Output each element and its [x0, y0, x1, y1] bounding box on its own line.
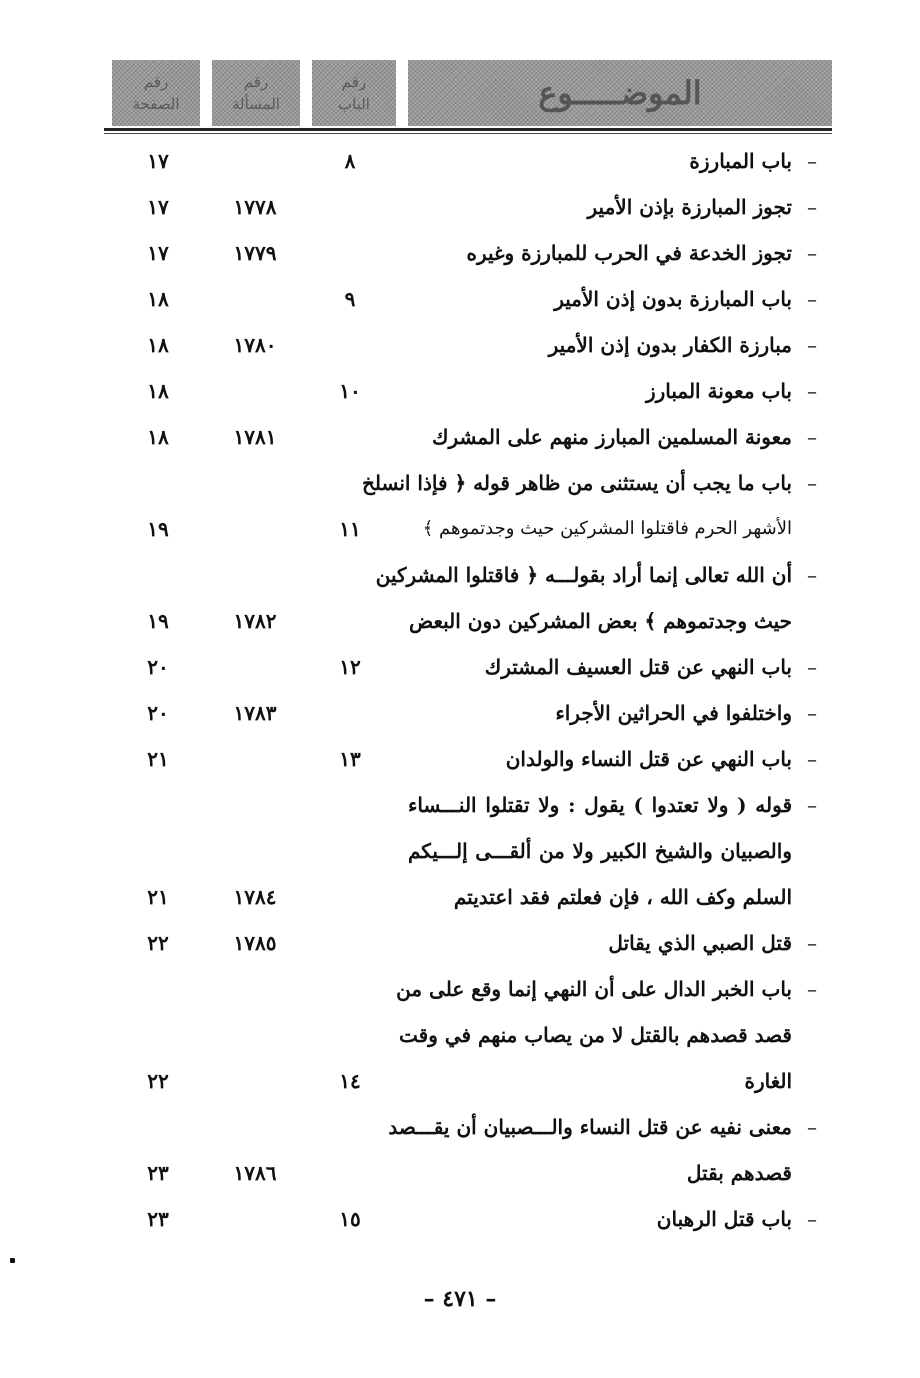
table-row	[0, 324, 920, 370]
header-page-line1: رقم	[143, 73, 169, 91]
header-bab-line2: الباب	[338, 95, 370, 113]
entry-topic: مبارزة الكفار بدون إذن الأمير	[548, 333, 792, 357]
entry-topic: تجوز المبارزة بإذن الأمير	[587, 195, 792, 219]
entry-dash: –	[807, 425, 817, 449]
entry-dash: –	[807, 241, 817, 265]
table-row	[0, 876, 920, 922]
entry-bab-number: ٨	[344, 149, 356, 173]
table-row	[0, 1198, 920, 1244]
entry-page-number: ١٧	[147, 149, 169, 173]
entry-topic: معنى نفيه عن قتل النساء والـــصبيان أن يقـــصد	[388, 1115, 792, 1139]
entry-page-number: ٢١	[147, 747, 169, 771]
table-row	[0, 784, 920, 830]
table-row	[0, 600, 920, 646]
entry-bab-number: ١٠	[339, 379, 361, 403]
entry-page-number: ٢٠	[147, 701, 169, 725]
entry-page-number: ١٨	[147, 287, 169, 311]
header-rule-thick	[104, 128, 832, 131]
entry-topic: واختلفوا في الحراثين الأجراء	[555, 701, 792, 725]
entry-page-number: ١٩	[147, 609, 169, 633]
entry-bab-number: ١٥	[339, 1207, 361, 1231]
entry-topic: الغارة	[744, 1069, 792, 1093]
entry-bab-number: ١١	[339, 517, 361, 541]
entry-masala-number: ١٧٨٤	[233, 885, 277, 909]
table-row	[0, 232, 920, 278]
entry-topic: قصد قصدهم بالقتل لا من يصاب منهم في وقت	[399, 1023, 792, 1047]
entry-topic: تجوز الخدعة في الحرب للمبارزة وغيره	[466, 241, 792, 265]
table-row	[0, 922, 920, 968]
header-page-number	[112, 60, 200, 126]
header-masala-number	[212, 60, 300, 126]
entry-dash: –	[807, 793, 817, 817]
table-row	[0, 554, 920, 600]
entry-topic: باب المبارزة بدون إذن الأمير	[554, 287, 792, 311]
entry-dash: –	[807, 931, 817, 955]
entry-masala-number: ١٧٨٥	[233, 931, 277, 955]
entry-page-number: ١٨	[147, 425, 169, 449]
entry-topic: قوله ( ولا تعتدوا ) يقول : ولا تقتلوا النـــساء	[408, 793, 792, 817]
entry-bab-number: ٩	[344, 287, 356, 311]
entry-dash: –	[807, 701, 817, 725]
entry-dash: –	[807, 747, 817, 771]
table-row	[0, 416, 920, 462]
entry-masala-number: ١٧٨٦	[233, 1161, 277, 1185]
entry-masala-number: ١٧٧٨	[233, 195, 277, 219]
entry-dash: –	[807, 287, 817, 311]
header-page-line2: الصفحة	[132, 95, 180, 113]
table-row	[0, 646, 920, 692]
header-topic	[408, 60, 832, 126]
entry-bab-number: ١٣	[339, 747, 361, 771]
table-row	[0, 508, 920, 554]
entry-topic: باب النهي عن قتل العسيف المشترك	[484, 655, 792, 679]
entry-topic: قصدهم بقتل	[686, 1161, 792, 1185]
entry-topic: والصبيان والشيخ الكبير ولا من ألقـــى إلـــيكم	[408, 839, 792, 863]
entry-topic: باب ما يجب أن يستثنى من ظاهر قوله ﴿ فإذا انسلخ	[361, 471, 792, 495]
entry-page-number: ١٨	[147, 379, 169, 403]
entry-bab-number: ١٤	[339, 1069, 361, 1093]
table-row	[0, 1152, 920, 1198]
table-row	[0, 830, 920, 876]
entry-page-number: ١٧	[147, 241, 169, 265]
entry-topic: حيث وجدتموهم ﴾ بعض المشركين دون البعض	[408, 609, 792, 633]
entry-topic: السلم وكف الله ، فإن فعلتم فقد اعتديتم	[453, 885, 792, 909]
entry-topic: قتل الصبي الذي يقاتل	[608, 931, 792, 955]
entry-dash: –	[807, 149, 817, 173]
entry-page-number: ١٨	[147, 333, 169, 357]
header-bab-line1: رقم	[341, 73, 367, 91]
entry-page-number: ١٩	[147, 517, 169, 541]
table-row	[0, 1106, 920, 1152]
header-masala-line1: رقم	[243, 73, 269, 91]
entry-page-number: ١٧	[147, 195, 169, 219]
entry-dash: –	[807, 471, 817, 495]
entry-topic: باب المبارزة	[689, 149, 792, 173]
entry-page-number: ٢٣	[147, 1161, 169, 1185]
header-rule-thin	[104, 133, 832, 134]
entry-dash: –	[807, 1115, 817, 1139]
entry-topic: باب قتل الرهبان	[656, 1207, 792, 1231]
scan-speck	[10, 1258, 15, 1263]
entry-masala-number: ١٧٨٠	[233, 333, 277, 357]
table-row	[0, 1014, 920, 1060]
table-row	[0, 370, 920, 416]
table-row	[0, 278, 920, 324]
entry-topic: أن الله تعالى إنما أراد بقولـــه ﴿ فاقتلوا المشركين	[375, 563, 792, 587]
entry-masala-number: ١٧٨٢	[233, 609, 277, 633]
entry-dash: –	[807, 379, 817, 403]
header-bab-number	[312, 60, 396, 126]
entry-topic: باب معونة المبارز	[645, 379, 792, 403]
header-masala-line2: المسألة	[232, 95, 280, 113]
entry-dash: –	[807, 195, 817, 219]
entry-masala-number: ١٧٨٣	[233, 701, 277, 725]
page-number: – ٤٧١ –	[423, 1286, 497, 1312]
table-row	[0, 462, 920, 508]
entry-masala-number: ١٧٧٩	[233, 241, 277, 265]
entry-page-number: ٢٣	[147, 1207, 169, 1231]
entry-topic: الأشهر الحرم فاقتلوا المشركين حيث وجدتموهم ﴾	[422, 518, 792, 539]
entry-topic: باب الخبر الدال على أن النهي إنما وقع على من	[396, 977, 792, 1001]
entry-bab-number: ١٢	[339, 655, 361, 679]
entry-dash: –	[807, 1207, 817, 1231]
entry-page-number: ٢٢	[147, 1069, 169, 1093]
table-row	[0, 968, 920, 1014]
table-row	[0, 1060, 920, 1106]
table-row	[0, 692, 920, 738]
entry-dash: –	[807, 655, 817, 679]
entry-page-number: ٢٠	[147, 655, 169, 679]
header-topic-label: الموضـــــوع	[538, 74, 702, 112]
entry-page-number: ٢١	[147, 885, 169, 909]
table-header	[104, 60, 832, 132]
table-row	[0, 186, 920, 232]
table-row	[0, 738, 920, 784]
table-row	[0, 140, 920, 186]
entry-topic: باب النهي عن قتل النساء والولدان	[505, 747, 792, 771]
entry-dash: –	[807, 333, 817, 357]
entry-masala-number: ١٧٨١	[233, 425, 277, 449]
entry-dash: –	[807, 563, 817, 587]
entry-page-number: ٢٢	[147, 931, 169, 955]
entry-dash: –	[807, 977, 817, 1001]
entry-topic: معونة المسلمين المبارز منهم على المشرك	[431, 425, 792, 449]
